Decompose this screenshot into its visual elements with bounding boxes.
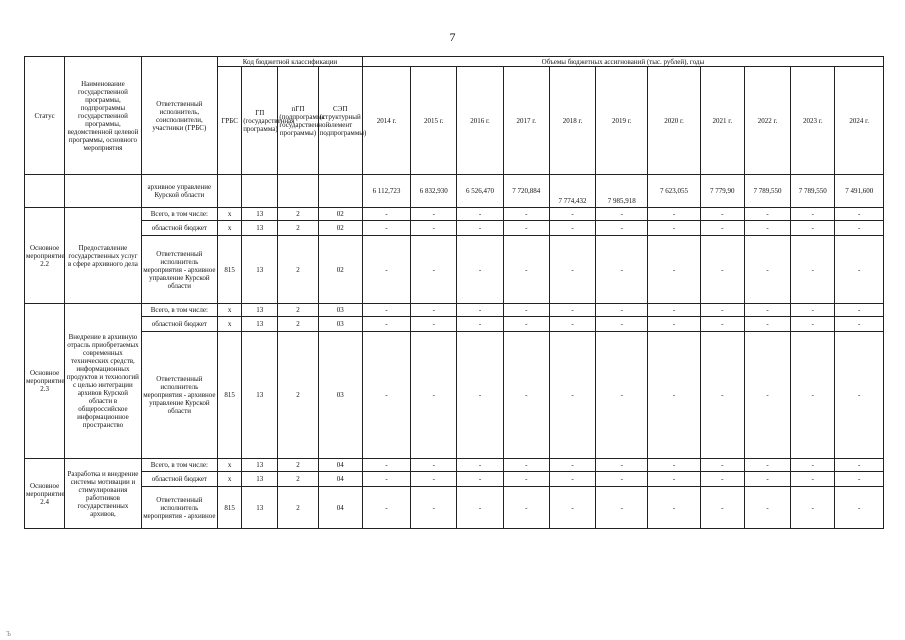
table-row bbox=[25, 236, 884, 304]
value-cell: - bbox=[744, 459, 790, 472]
value-cell: - bbox=[362, 459, 410, 472]
header-year: 2015 г. bbox=[411, 67, 457, 175]
value-cell: - bbox=[744, 304, 790, 317]
pgp-cell: 2 bbox=[278, 472, 318, 487]
gp-cell: 13 bbox=[242, 487, 278, 529]
value-cell: - bbox=[503, 304, 549, 317]
responsible-cell: Ответственный исполнитель мероприятия - архивное управление Курской области bbox=[141, 236, 217, 304]
header-code-group: Код бюджетной классификации bbox=[218, 57, 363, 67]
value-cell: - bbox=[648, 459, 700, 472]
status-cell bbox=[25, 175, 65, 208]
page-number: 7 bbox=[449, 30, 456, 44]
value-cell: 6 526,470 bbox=[457, 175, 503, 208]
sep-cell: 03 bbox=[318, 304, 362, 317]
gp-cell: 13 bbox=[242, 317, 278, 332]
value-cell: - bbox=[648, 236, 700, 304]
pgp-cell: 2 bbox=[278, 221, 318, 236]
value-cell: - bbox=[700, 317, 744, 332]
grbs-cell: x bbox=[218, 459, 242, 472]
gp-cell: 13 bbox=[242, 472, 278, 487]
sep-cell: 03 bbox=[318, 317, 362, 332]
value-cell: - bbox=[791, 208, 835, 221]
value-cell: - bbox=[503, 208, 549, 221]
pgp-cell: 2 bbox=[278, 317, 318, 332]
header-status: Статус bbox=[25, 57, 65, 175]
value-cell: - bbox=[549, 304, 595, 317]
value-cell: - bbox=[362, 236, 410, 304]
value-cell: - bbox=[503, 221, 549, 236]
value-cell: 6 832,930 bbox=[411, 175, 457, 208]
header-pgp: пГП (подпрограмма государственной программы) bbox=[278, 67, 318, 175]
sep-cell: 02 bbox=[318, 221, 362, 236]
sep-cell bbox=[318, 175, 362, 208]
responsible-cell: Всего, в том числе: bbox=[141, 208, 217, 221]
gp-cell bbox=[242, 175, 278, 208]
value-cell: - bbox=[835, 472, 884, 487]
value-cell: - bbox=[700, 487, 744, 529]
gp-cell: 13 bbox=[242, 304, 278, 317]
value-cell: - bbox=[648, 221, 700, 236]
value-cell: - bbox=[835, 208, 884, 221]
sep-cell: 04 bbox=[318, 487, 362, 529]
value-cell: - bbox=[835, 332, 884, 459]
value-cell: - bbox=[457, 459, 503, 472]
value-cell: - bbox=[596, 459, 648, 472]
value-cell: 7 491,600 bbox=[835, 175, 884, 208]
value-cell: - bbox=[549, 459, 595, 472]
value-cell: - bbox=[503, 472, 549, 487]
sep-cell: 02 bbox=[318, 208, 362, 221]
status-cell: Основное мероприятие 2.4 bbox=[25, 459, 65, 529]
value-cell: - bbox=[791, 472, 835, 487]
value-cell: - bbox=[549, 221, 595, 236]
value-cell: - bbox=[700, 459, 744, 472]
table-row bbox=[25, 459, 884, 472]
value-cell: - bbox=[457, 236, 503, 304]
value-cell: - bbox=[835, 459, 884, 472]
value-cell: - bbox=[596, 487, 648, 529]
value-cell: - bbox=[791, 487, 835, 529]
value-cell: - bbox=[457, 304, 503, 317]
pgp-cell: 2 bbox=[278, 304, 318, 317]
value-cell: - bbox=[744, 332, 790, 459]
value-cell: - bbox=[596, 221, 648, 236]
value-cell: - bbox=[411, 459, 457, 472]
header-volumes-group: Объемы бюджетных ассигнований (тыс. рублей), годы bbox=[362, 57, 883, 67]
gp-cell: 13 bbox=[242, 208, 278, 221]
value-cell: - bbox=[648, 317, 700, 332]
value-cell: - bbox=[457, 487, 503, 529]
sep-cell: 04 bbox=[318, 459, 362, 472]
value-cell: - bbox=[457, 208, 503, 221]
value-cell: - bbox=[362, 332, 410, 459]
table-row bbox=[25, 221, 884, 236]
value-cell: - bbox=[791, 332, 835, 459]
value-cell: - bbox=[362, 304, 410, 317]
grbs-cell: 815 bbox=[218, 332, 242, 459]
table-row bbox=[25, 487, 884, 529]
sep-cell: 04 bbox=[318, 472, 362, 487]
value-cell: - bbox=[503, 332, 549, 459]
responsible-cell: архивное управление Курской области bbox=[141, 175, 217, 208]
value-cell: - bbox=[648, 332, 700, 459]
pgp-cell bbox=[278, 175, 318, 208]
budget-allocations-table bbox=[24, 56, 884, 529]
value-cell: - bbox=[744, 208, 790, 221]
header-year: 2017 г. bbox=[503, 67, 549, 175]
header-year: 2016 г. bbox=[457, 67, 503, 175]
table-row bbox=[25, 304, 884, 317]
value-cell: 6 112,723 bbox=[362, 175, 410, 208]
table-row bbox=[25, 175, 884, 208]
value-cell: - bbox=[596, 304, 648, 317]
value-cell: 7 774,432 bbox=[549, 175, 595, 208]
value-cell: - bbox=[362, 472, 410, 487]
name-cell: Разработка и внедрение системы мотивации и стимулирования работников государственных архивов, bbox=[65, 459, 141, 529]
gp-cell: 13 bbox=[242, 459, 278, 472]
value-cell: 7 779,90 bbox=[700, 175, 744, 208]
table-row bbox=[25, 208, 884, 221]
grbs-cell: 815 bbox=[218, 236, 242, 304]
table-row bbox=[25, 472, 884, 487]
pgp-cell: 2 bbox=[278, 459, 318, 472]
value-cell: - bbox=[791, 304, 835, 317]
value-cell: - bbox=[744, 221, 790, 236]
status-cell: Основное мероприятие 2.2 bbox=[25, 208, 65, 304]
pgp-cell: 2 bbox=[278, 236, 318, 304]
header-sep: СЭП (структурный элемент подпрограммы) bbox=[318, 67, 362, 175]
value-cell: - bbox=[411, 472, 457, 487]
value-cell: - bbox=[835, 317, 884, 332]
grbs-cell: x bbox=[218, 472, 242, 487]
header-year: 2024 г. bbox=[835, 67, 884, 175]
value-cell: - bbox=[648, 208, 700, 221]
value-cell: - bbox=[700, 332, 744, 459]
value-cell: - bbox=[700, 304, 744, 317]
value-cell: 7 789,550 bbox=[744, 175, 790, 208]
scan-mark: Ъ bbox=[6, 630, 11, 638]
grbs-cell: x bbox=[218, 208, 242, 221]
value-cell: - bbox=[411, 236, 457, 304]
value-cell: - bbox=[411, 304, 457, 317]
value-cell: - bbox=[549, 317, 595, 332]
value-cell: - bbox=[549, 472, 595, 487]
responsible-cell: Ответственный исполнитель мероприятия - архивное управление Курской области bbox=[141, 332, 217, 459]
value-cell: - bbox=[700, 208, 744, 221]
value-cell: - bbox=[457, 472, 503, 487]
value-cell: - bbox=[362, 208, 410, 221]
header-year: 2018 г. bbox=[549, 67, 595, 175]
grbs-cell: x bbox=[218, 221, 242, 236]
header-gp: ГП (государственная программа) bbox=[242, 67, 278, 175]
responsible-cell: областной бюджет bbox=[141, 221, 217, 236]
value-cell: - bbox=[411, 221, 457, 236]
value-cell: - bbox=[791, 236, 835, 304]
value-cell: - bbox=[362, 221, 410, 236]
value-cell: - bbox=[596, 236, 648, 304]
value-cell: - bbox=[648, 304, 700, 317]
value-cell: - bbox=[835, 221, 884, 236]
value-cell: - bbox=[503, 487, 549, 529]
value-cell: - bbox=[362, 317, 410, 332]
value-cell: 7 789,550 bbox=[791, 175, 835, 208]
header-responsible: Ответственный исполнитель, соисполнители, участники (ГРБС) bbox=[141, 57, 217, 175]
value-cell: - bbox=[457, 332, 503, 459]
gp-cell: 13 bbox=[242, 221, 278, 236]
value-cell: - bbox=[362, 487, 410, 529]
header-year: 2021 г. bbox=[700, 67, 744, 175]
name-cell: Предоставление государственных услуг в сфере архивного дела bbox=[65, 208, 141, 304]
value-cell: - bbox=[596, 208, 648, 221]
value-cell: - bbox=[549, 236, 595, 304]
pgp-cell: 2 bbox=[278, 208, 318, 221]
header-grbs: ГРБС bbox=[218, 67, 242, 175]
header-year: 2014 г. bbox=[362, 67, 410, 175]
header-year: 2019 г. bbox=[596, 67, 648, 175]
gp-cell: 13 bbox=[242, 332, 278, 459]
value-cell: 7 720,884 bbox=[503, 175, 549, 208]
value-cell: - bbox=[700, 236, 744, 304]
sep-cell: 03 bbox=[318, 332, 362, 459]
header-year: 2023 г. bbox=[791, 67, 835, 175]
sep-cell: 02 bbox=[318, 236, 362, 304]
pgp-cell: 2 bbox=[278, 487, 318, 529]
value-cell: 7 985,918 bbox=[596, 175, 648, 208]
value-cell: - bbox=[744, 487, 790, 529]
value-cell: - bbox=[744, 317, 790, 332]
value-cell: - bbox=[791, 317, 835, 332]
value-cell: - bbox=[549, 208, 595, 221]
value-cell: - bbox=[596, 332, 648, 459]
value-cell: - bbox=[700, 472, 744, 487]
value-cell: - bbox=[596, 472, 648, 487]
value-cell: - bbox=[549, 332, 595, 459]
value-cell: - bbox=[648, 487, 700, 529]
name-cell bbox=[65, 175, 141, 208]
responsible-cell: областной бюджет bbox=[141, 472, 217, 487]
header-year: 2020 г. bbox=[648, 67, 700, 175]
value-cell: - bbox=[411, 208, 457, 221]
table-row bbox=[25, 317, 884, 332]
value-cell: - bbox=[835, 304, 884, 317]
responsible-cell: Ответственный исполнитель мероприятия - архивное bbox=[141, 487, 217, 529]
pgp-cell: 2 bbox=[278, 332, 318, 459]
name-cell: Внедрение в архивную отрасль приобретаемых современных технических средств, информационных продуктов и технологий с целью интеграции архивов Курской области в общероссийское информационное пространство bbox=[65, 304, 141, 459]
gp-cell: 13 bbox=[242, 236, 278, 304]
status-cell: Основное мероприятие 2.3 bbox=[25, 304, 65, 459]
value-cell: - bbox=[835, 236, 884, 304]
value-cell: - bbox=[457, 317, 503, 332]
value-cell: - bbox=[648, 472, 700, 487]
responsible-cell: Всего, в том числе: bbox=[141, 459, 217, 472]
value-cell: - bbox=[503, 317, 549, 332]
value-cell: - bbox=[700, 221, 744, 236]
grbs-cell bbox=[218, 175, 242, 208]
value-cell: - bbox=[503, 459, 549, 472]
grbs-cell: 815 bbox=[218, 487, 242, 529]
responsible-cell: Всего, в том числе: bbox=[141, 304, 217, 317]
value-cell: - bbox=[744, 472, 790, 487]
value-cell: - bbox=[457, 221, 503, 236]
value-cell: - bbox=[411, 317, 457, 332]
value-cell: - bbox=[549, 487, 595, 529]
value-cell: - bbox=[411, 332, 457, 459]
grbs-cell: x bbox=[218, 317, 242, 332]
value-cell: - bbox=[503, 236, 549, 304]
value-cell: - bbox=[835, 487, 884, 529]
value-cell: - bbox=[744, 236, 790, 304]
value-cell: 7 623,055 bbox=[648, 175, 700, 208]
value-cell: - bbox=[791, 459, 835, 472]
header-year: 2022 г. bbox=[744, 67, 790, 175]
value-cell: - bbox=[411, 487, 457, 529]
value-cell: - bbox=[791, 221, 835, 236]
grbs-cell: x bbox=[218, 304, 242, 317]
responsible-cell: областной бюджет bbox=[141, 317, 217, 332]
header-name: Наименование государственной программы, подпрограммы государственной программы, ведомственной целевой программы, основного мероприятия bbox=[65, 57, 141, 175]
table-row bbox=[25, 332, 884, 459]
value-cell: - bbox=[596, 317, 648, 332]
